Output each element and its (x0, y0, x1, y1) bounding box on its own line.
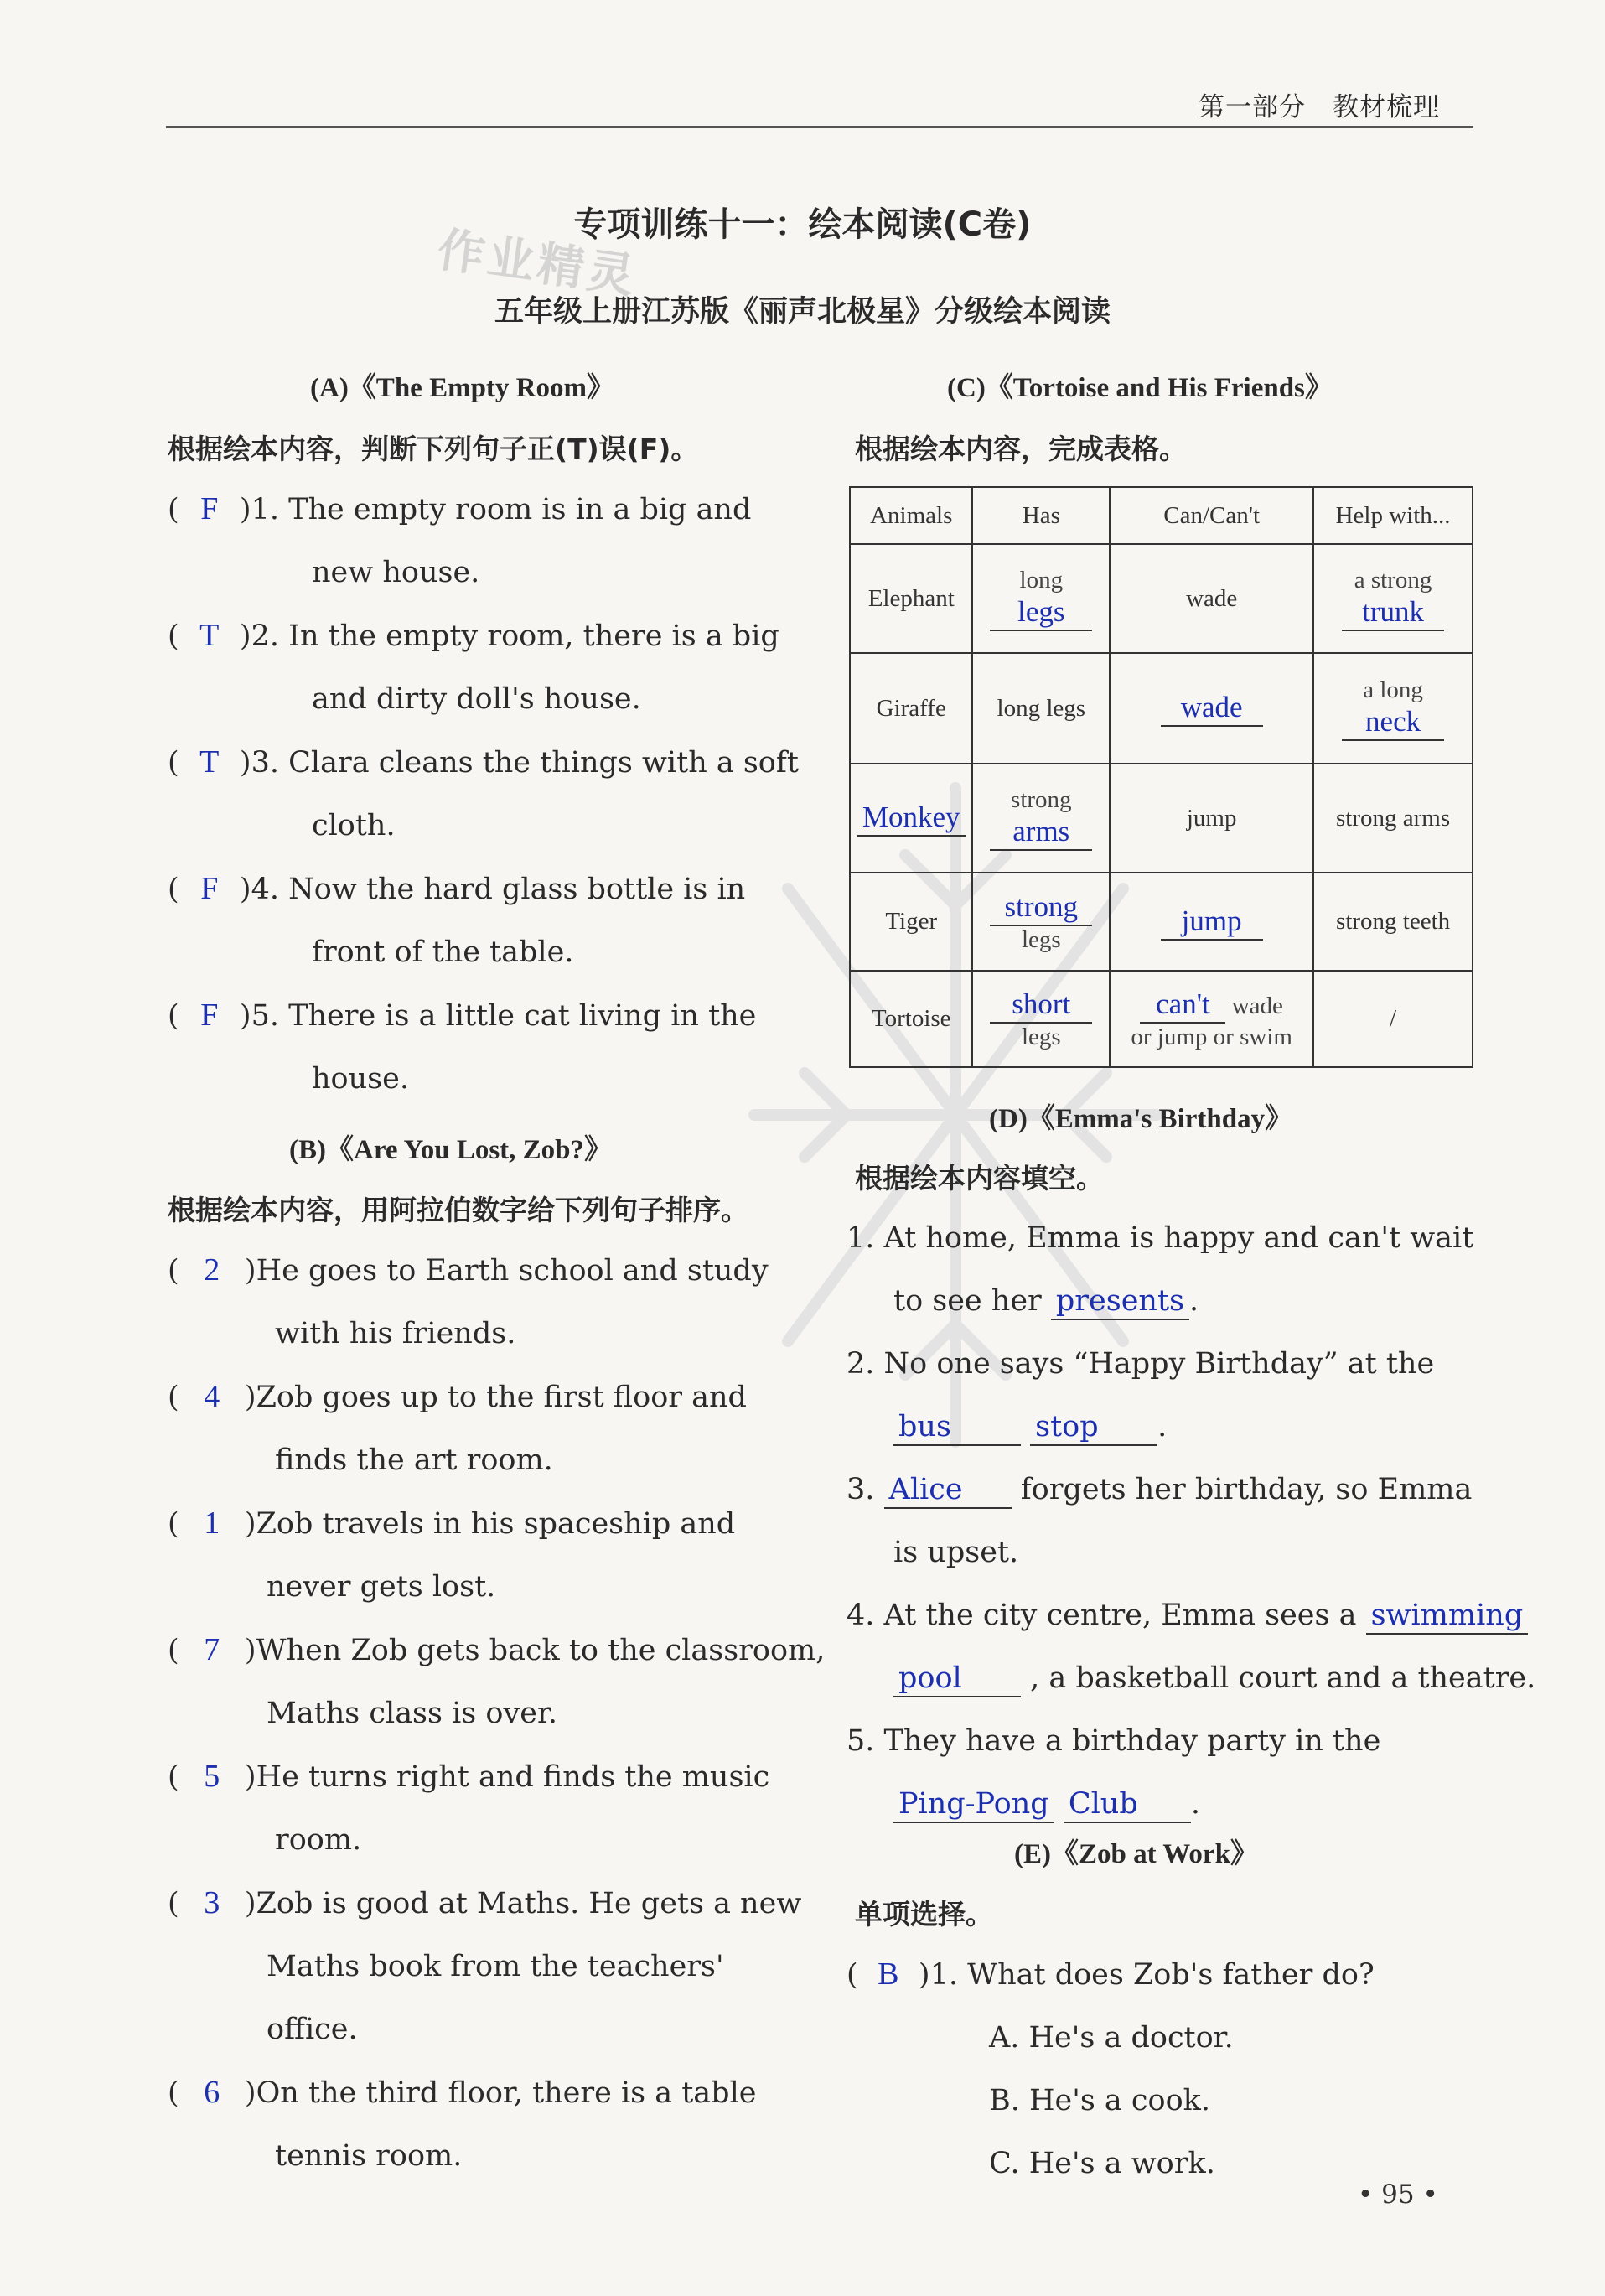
giraffe-help-pre: a long (1363, 676, 1423, 703)
section-a-instruction: 根据绘本内容，判断下列句子正(T)误(F)。 (168, 433, 699, 465)
d-q1-pre: to see her (893, 1284, 1042, 1318)
section-b-title: (B)《Are You Lost, Zob?》 (289, 1135, 613, 1165)
d-q1-post: . (1189, 1284, 1199, 1318)
d-q4-post: , a basketball court and a theatre. (1030, 1661, 1536, 1695)
b-item-6: ( 3 )Zob is good at Maths. He gets a new (168, 1872, 788, 1936)
a-item-3: ( T )3. Clara cleans the things with a soft (168, 731, 788, 795)
b-text-1: )He goes to Earth school and study (244, 1254, 769, 1288)
b-item-4: ( 7 )When Zob gets back to the classroom, (168, 1619, 788, 1682)
b-item-5: ( 5 )He turns right and finds the music (168, 1745, 788, 1809)
d-q3-answer[interactable]: Alice (884, 1472, 1012, 1509)
b-text-7: )On the third floor, there is a table (244, 2076, 757, 2110)
a-answer-3[interactable]: T (199, 744, 220, 780)
b-text-5: )He turns right and finds the music (244, 1760, 770, 1794)
e-answer-1[interactable]: B (878, 1957, 899, 1992)
a-text-4: Now the hard glass bottle is in (288, 873, 746, 906)
a-item-5: ( F )5. There is a little cat living in the (168, 984, 788, 1048)
d-q2-text: 2. No one says “Happy Birthday” at the (847, 1347, 1435, 1381)
a-text-3b: cloth. (312, 809, 396, 842)
a-answer-4[interactable]: F (200, 871, 219, 906)
d-q4-answer-1[interactable]: swimming (1366, 1598, 1529, 1635)
th-has: Has (972, 487, 1110, 544)
th-animals: Animals (850, 487, 972, 544)
b-answer-5[interactable]: 5 (204, 1759, 220, 1794)
animals-table (849, 486, 1473, 1068)
cell-monkey (850, 764, 972, 873)
d-q3-text-2: is upset. (893, 1536, 1019, 1569)
section-a-title: (A)《The Empty Room》 (310, 373, 614, 403)
d-q2-answer-2[interactable]: stop (1030, 1409, 1157, 1446)
watermark-logo: 作业精灵 (434, 222, 641, 305)
a-text-3: Clara cleans the things with a soft (288, 746, 799, 780)
b-text-2: )Zob goes up to the first floor and (244, 1381, 747, 1414)
section-d-title: (D)《Emma's Birthday》 (989, 1104, 1293, 1134)
b-text-2b: finds the art room. (275, 1443, 553, 1477)
cell-tiger-help: strong teeth (1313, 873, 1473, 971)
d-q2-post: . (1157, 1410, 1168, 1443)
a-answer-5[interactable]: F (200, 998, 219, 1033)
section-b-instruction: 根据绘本内容，用阿拉伯数字给下列句子排序。 (168, 1194, 748, 1226)
page-subtitle: 五年级上册江苏版《丽声北极星》分级绘本阅读 (494, 295, 1111, 329)
table-row (850, 544, 1473, 653)
d-q3-post: forgets her birthday, so Emma (1020, 1473, 1473, 1506)
elephant-help-pre: a strong (1354, 566, 1432, 593)
e-question-1: What does Zob's father do? (967, 1958, 1375, 1992)
cell-tiger: Tiger (850, 873, 972, 971)
cell-elephant: Elephant (850, 544, 972, 653)
b-item-3: ( 1 )Zob travels in his spaceship and (168, 1492, 788, 1556)
a-num-2: )2. (239, 619, 279, 653)
d-q4-text: 4. At the city centre, Emma sees a (847, 1599, 1357, 1632)
cell-monkey-can: jump (1110, 764, 1313, 873)
tortoise-can-post2: or jump or swim (1131, 1024, 1292, 1050)
cell-tortoise-has (972, 971, 1110, 1067)
section-e-items (847, 1943, 1475, 2195)
e-option-b[interactable]: B. He's a cook. (989, 2084, 1210, 2117)
cell-tortoise: Tortoise (850, 971, 972, 1067)
section-d-instruction: 根据绘本内容填空。 (855, 1162, 1104, 1195)
b-answer-1[interactable]: 2 (204, 1252, 220, 1288)
b-text-5b: room. (275, 1823, 362, 1857)
cell-tiger-can (1110, 873, 1313, 971)
monkey-has-answer[interactable]: arms (990, 814, 1092, 851)
monkey-has-pre: strong (1011, 785, 1072, 813)
table-row (850, 873, 1473, 971)
section-a-items (168, 478, 799, 1111)
tortoise-can-answer[interactable]: can't (1140, 987, 1225, 1024)
table-row (850, 653, 1473, 764)
table-header-row (850, 487, 1473, 544)
b-answer-7[interactable]: 6 (204, 2075, 220, 2110)
b-text-4: )When Zob gets back to the classroom, (244, 1634, 826, 1667)
b-item-7: ( 6 )On the third floor, there is a table (168, 2061, 788, 2125)
a-text-1: The empty room is in a big and (288, 493, 752, 526)
a-num-5: )5. (239, 999, 279, 1033)
e-option-a[interactable]: A. He's a doctor. (989, 2021, 1234, 2055)
e-option-c[interactable]: C. He's a work. (989, 2147, 1215, 2180)
giraffe-help-answer[interactable]: neck (1342, 704, 1444, 741)
section-e-title: (E)《Zob at Work》 (1014, 1839, 1258, 1869)
d-q1-text: 1. At home, Emma is happy and can't wait (847, 1221, 1474, 1255)
cell-giraffe: Giraffe (850, 653, 972, 764)
section-header: 第一部分 教材梳理 (1199, 92, 1440, 122)
d-q5-post: . (1190, 1787, 1200, 1821)
cell-giraffe-can (1110, 653, 1313, 764)
a-num-1: )1. (239, 493, 279, 526)
a-num-4: )4. (239, 873, 279, 906)
a-item-1: ( F )1. The empty room is in a big and (168, 478, 788, 542)
b-item-1: ( 2 )He goes to Earth school and study (168, 1239, 788, 1303)
section-c-instruction: 根据绘本内容，完成表格。 (855, 433, 1187, 465)
a-answer-2[interactable]: T (199, 618, 220, 653)
d-q4-answer-2[interactable]: pool (893, 1661, 1021, 1697)
section-e-instruction: 单项选择。 (855, 1898, 993, 1931)
a-item-4: ( F )4. Now the hard glass bottle is in (168, 858, 788, 921)
b-text-6b: Maths book from the teachers' (267, 1950, 724, 1983)
a-text-2b: and dirty doll's house. (312, 682, 641, 716)
b-answer-3[interactable]: 1 (204, 1506, 220, 1541)
b-text-1b: with his friends. (275, 1317, 516, 1350)
tiger-has-answer[interactable]: strong (990, 889, 1092, 926)
b-text-6: )Zob is good at Maths. He gets a new (244, 1887, 802, 1920)
a-text-2: In the empty room, there is a big (288, 619, 779, 653)
d-q3-num: 3. (847, 1473, 875, 1506)
tortoise-has-post: legs (1021, 1024, 1061, 1050)
section-c-title: (C)《Tortoise and His Friends》 (947, 373, 1333, 403)
table-row (850, 971, 1473, 1067)
elephant-has-answer[interactable]: legs (990, 594, 1092, 631)
a-text-4b: front of the table. (312, 936, 574, 969)
a-text-1b: new house. (312, 556, 480, 589)
a-text-5b: house. (312, 1062, 409, 1096)
a-item-2: ( T )2. In the empty room, there is a big (168, 604, 788, 668)
b-answer-6[interactable]: 3 (204, 1885, 220, 1920)
b-text-7b: tennis room. (275, 2139, 463, 2173)
a-text-5: There is a little cat living in the (288, 999, 757, 1033)
e-item-1: ( B )1. What does Zob's father do? (847, 1943, 1475, 2007)
cell-elephant-can: wade (1110, 544, 1313, 653)
e-num-1: )1. (918, 1958, 958, 1992)
b-text-4b: Maths class is over. (267, 1697, 557, 1730)
b-text-3: )Zob travels in his spaceship and (244, 1507, 736, 1541)
giraffe-can-answer[interactable]: wade (1161, 690, 1263, 727)
tiger-has-post: legs (1021, 926, 1061, 953)
b-item-2: ( 4 )Zob goes up to the first floor and (168, 1366, 788, 1429)
tiger-can-answer[interactable]: jump (1161, 904, 1263, 941)
a-answer-1[interactable]: F (200, 491, 219, 526)
cell-tortoise-help: / (1313, 971, 1473, 1067)
d-q1-answer[interactable]: presents (1051, 1283, 1189, 1320)
table-row (850, 764, 1473, 873)
b-text-3b: never gets lost. (267, 1570, 496, 1604)
page-title: 专项训练十一：绘本阅读(C卷) (573, 205, 1032, 244)
cell-giraffe-has: long legs (972, 653, 1110, 764)
elephant-help-answer[interactable]: trunk (1342, 594, 1444, 631)
page-number: • 95 • (1358, 2179, 1438, 2210)
b-text-6c: office. (267, 2013, 358, 2046)
d-q2-answer-1[interactable]: bus (893, 1409, 1021, 1446)
monkey-animal-answer[interactable]: Monkey (857, 800, 966, 837)
cell-elephant-has (972, 544, 1110, 653)
cell-tortoise-can (1110, 971, 1313, 1067)
section-b-items (168, 1239, 826, 2188)
d-q5-answer-1[interactable]: Ping-Pong (893, 1786, 1054, 1823)
header-rule (166, 126, 1473, 128)
cell-monkey-has (972, 764, 1110, 873)
cell-elephant-help (1313, 544, 1473, 653)
b-answer-4[interactable]: 7 (204, 1632, 220, 1667)
elephant-has-pre: long (1019, 566, 1064, 593)
th-can: Can/Can't (1110, 487, 1313, 544)
tortoise-has-answer[interactable]: short (990, 987, 1092, 1024)
section-d-items (847, 1207, 1536, 1836)
b-answer-2[interactable]: 4 (204, 1379, 220, 1414)
cell-giraffe-help (1313, 653, 1473, 764)
cell-monkey-help: strong arms (1313, 764, 1473, 873)
d-q5-answer-2[interactable]: Club (1064, 1786, 1191, 1823)
a-num-3: )3. (239, 746, 279, 780)
th-help: Help with... (1313, 487, 1473, 544)
cell-tiger-has (972, 873, 1110, 971)
d-q5-text: 5. They have a birthday party in the (847, 1724, 1381, 1758)
tortoise-can-post1: wade (1231, 993, 1283, 1019)
